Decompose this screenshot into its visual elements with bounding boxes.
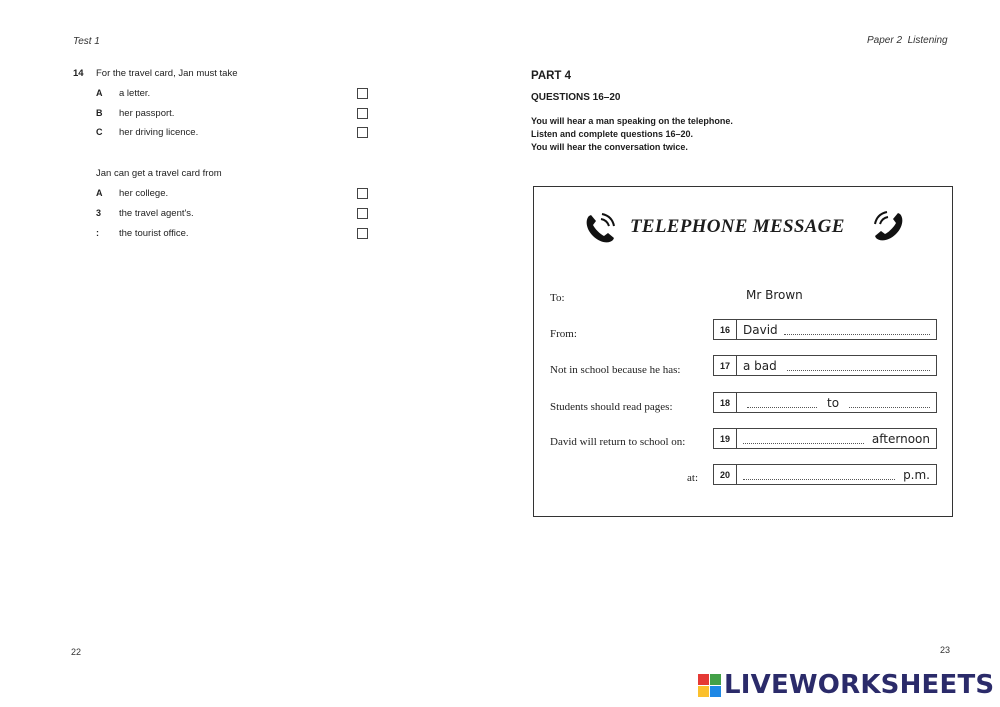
- question-14-stem: For the travel card, Jan must take: [96, 68, 238, 79]
- questions-range: QUESTIONS 16–20: [531, 92, 621, 103]
- liveworksheets-logo-icon: [698, 674, 722, 698]
- answer-text: to: [827, 395, 840, 410]
- reason-label: Not in school because he has:: [550, 364, 681, 376]
- question-14-number: 14: [73, 68, 84, 79]
- q14-option-a[interactable]: [96, 88, 150, 99]
- telephone-icon-right: [870, 210, 906, 244]
- q15-c-checkbox[interactable]: [357, 228, 368, 239]
- left-page-number: 22: [71, 647, 82, 657]
- answer-box-20[interactable]: [713, 464, 937, 485]
- option-letter: 3: [96, 208, 102, 218]
- message-title: TELEPHONE MESSAGE: [630, 216, 845, 237]
- option-letter: A: [96, 88, 103, 98]
- answer-text: a bad: [743, 358, 777, 373]
- time-label: at:: [687, 472, 698, 484]
- answer-text: David: [743, 322, 778, 337]
- paper-label: Paper 2: [867, 35, 903, 46]
- q15-b-checkbox[interactable]: [357, 208, 368, 219]
- option-text: her college.: [119, 188, 169, 199]
- to-value: Mr Brown: [746, 288, 803, 302]
- answer-box-18[interactable]: [713, 392, 937, 413]
- answer-input-20[interactable]: [737, 465, 936, 484]
- option-text: her passport.: [119, 108, 175, 119]
- answer-number: 19: [714, 429, 737, 448]
- dotted-line: [784, 334, 930, 335]
- answer-text: afternoon: [871, 431, 930, 446]
- option-letter: A: [96, 188, 103, 198]
- page-header-right: [867, 35, 948, 46]
- answer-number: 17: [714, 356, 737, 375]
- from-label: From:: [550, 328, 577, 340]
- telephone-icon-left: [583, 212, 619, 246]
- q15-option-c[interactable]: [96, 228, 189, 239]
- dotted-line: [743, 443, 864, 444]
- option-text: a letter.: [119, 88, 151, 99]
- option-letter: :: [96, 228, 99, 238]
- answer-text: p.m.: [903, 467, 930, 482]
- logo-tile: [710, 674, 721, 685]
- to-label: To:: [550, 292, 565, 304]
- logo-tile: [698, 686, 709, 697]
- answer-input-16[interactable]: [737, 320, 936, 339]
- dotted-line: [787, 370, 930, 371]
- dotted-line: [747, 407, 817, 408]
- q14-b-checkbox[interactable]: [357, 108, 368, 119]
- q14-c-checkbox[interactable]: [357, 127, 368, 138]
- liveworksheets-brand: LIVEWORKSHEETS: [724, 670, 995, 700]
- pages-label: Students should read pages:: [550, 401, 673, 413]
- answer-box-16[interactable]: [713, 319, 937, 340]
- option-text: the travel agent's.: [119, 208, 194, 219]
- instruction-line: You will hear the conversation twice.: [531, 142, 688, 152]
- q15-option-b[interactable]: [96, 208, 194, 219]
- page-header-left: Test 1: [73, 36, 100, 47]
- q14-option-c[interactable]: [96, 127, 198, 138]
- answer-number: 18: [714, 393, 737, 412]
- answer-input-17[interactable]: [737, 356, 936, 375]
- option-letter: B: [96, 108, 103, 118]
- q15-option-a[interactable]: [96, 188, 168, 199]
- answer-number: 16: [714, 320, 737, 339]
- answer-box-19[interactable]: [713, 428, 937, 449]
- question-15-stem: Jan can get a travel card from: [96, 168, 222, 179]
- dotted-line: [849, 407, 930, 408]
- return-label: David will return to school on:: [550, 436, 686, 448]
- option-text: her driving licence.: [119, 127, 199, 138]
- answer-box-17[interactable]: [713, 355, 937, 376]
- q15-a-checkbox[interactable]: [357, 188, 368, 199]
- logo-tile: [710, 686, 721, 697]
- right-page-number: 23: [940, 645, 951, 655]
- part-title: PART 4: [531, 70, 572, 82]
- instruction-line: Listen and complete questions 16–20.: [531, 129, 694, 139]
- q14-option-b[interactable]: [96, 108, 174, 119]
- logo-tile: [698, 674, 709, 685]
- instruction-line: You will hear a man speaking on the telephone.: [531, 116, 733, 126]
- answer-input-19[interactable]: [737, 429, 936, 448]
- q14-a-checkbox[interactable]: [357, 88, 368, 99]
- section-label: Listening: [907, 35, 948, 46]
- dotted-line: [743, 479, 895, 480]
- answer-number: 20: [714, 465, 737, 484]
- answer-input-18[interactable]: [737, 393, 936, 412]
- option-text: the tourist office.: [119, 228, 189, 239]
- instructions: [531, 115, 733, 154]
- option-letter: C: [96, 127, 103, 137]
